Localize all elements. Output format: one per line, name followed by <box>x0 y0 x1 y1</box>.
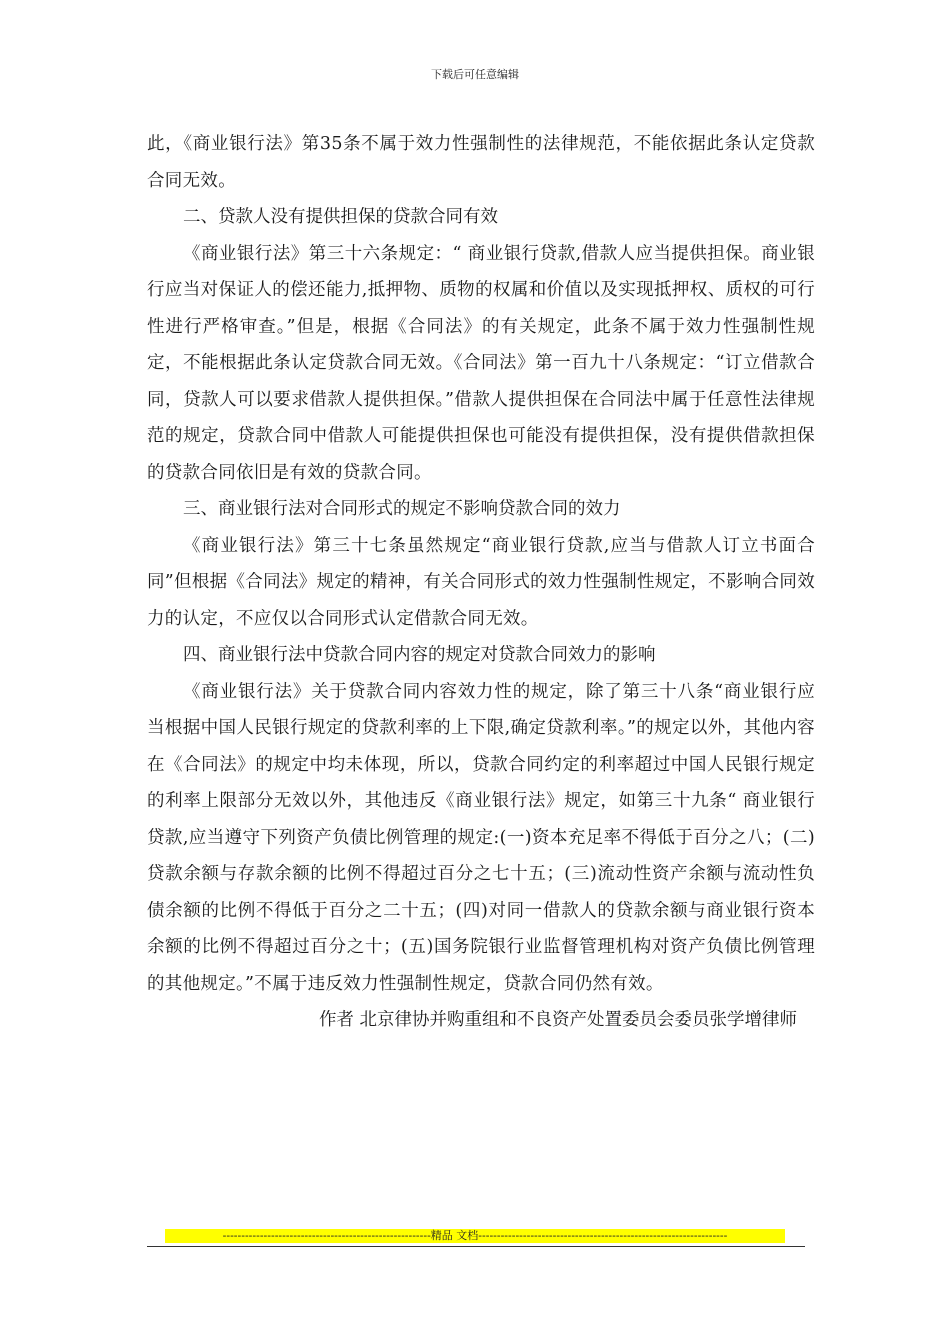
footer-banner: --------------------------------------------------------精品 文档------------------------------------------------------------------- <box>165 1229 785 1243</box>
footer-divider <box>147 1246 805 1247</box>
paragraph-continuation: 此，《商业银行法》第35条不属于效力性强制性的法律规范，不能依据此条认定贷款合同无效。 <box>147 134 815 191</box>
section-heading-2: 二、贷款人没有提供担保的贷款合同有效 <box>183 207 498 227</box>
page-header: 下载后可任意编辑 <box>431 68 519 81</box>
section-heading-4: 四、商业银行法中贷款合同内容的规定对贷款合同效力的影响 <box>183 645 656 665</box>
document-body <box>147 126 815 1039</box>
author-line: 作者 北京律协并购重组和不良资产处置委员会委员张学增律师 <box>318 1010 797 1030</box>
paragraph-article-38-39: 《商业银行法》关于贷款合同内容效力性的规定，除了第三十八条“商业银行应当根据中国人民银行规定的贷款利率的上下限,确定贷款利率。”的规定以外，其他内容在《合同法》的规定中均未体现，所以，贷款合同约定的利率超过中国人民银行规定的利率上限部分无效以外，其他违反《商业银行法》规定，如第三十九条“ 商业银行贷款,应当遵守下列资产负债比例管理的规定:(一)资本充足率不得低于百分之八；(二)贷款余额与存款余额的比例不得超过百分之七十五；(三)流动性资产余额与流动性负债余额的比例不得低于百分之二十五；(四)对同一借款人的贷款余额与商业银行资本余额的比例不得超过百分之十；(五)国务院银行业监督管理机构对资产负债比例管理的其他规定。”不属于违反效力性强制性规定，贷款合同仍然有效。 <box>147 681 815 994</box>
paragraph-article-36: 《商业银行法》第三十六条规定：“ 商业银行贷款,借款人应当提供担保。商业银行应当对保证人的偿还能力,抵押物、质物的权属和价值以及实现抵押权、质权的可行性进行严格审查。”但是，根据《合同法》的有关规定，此条不属于效力性强制性规定，不能根据此条认定贷款合同无效。《合同法》第一百九十八条规定：“订立借款合同，贷款人可以要求借款人提供担保。”借款人提供担保在合同法中属于任意性法律规范的规定，贷款合同中借款人可能提供担保也可能没有提供担保，没有提供借款担保的贷款合同依旧是有效的贷款合同。 <box>147 243 815 483</box>
section-heading-3: 三、商业银行法对合同形式的规定不影响贷款合同的效力 <box>183 499 621 519</box>
paragraph-article-37: 《商业银行法》第三十七条虽然规定“商业银行贷款,应当与借款人订立书面合同”但根据《合同法》规定的精神，有关合同形式的效力性强制性规定，不影响合同效力的认定，不应仅以合同形式认定借款合同无效。 <box>147 535 815 629</box>
